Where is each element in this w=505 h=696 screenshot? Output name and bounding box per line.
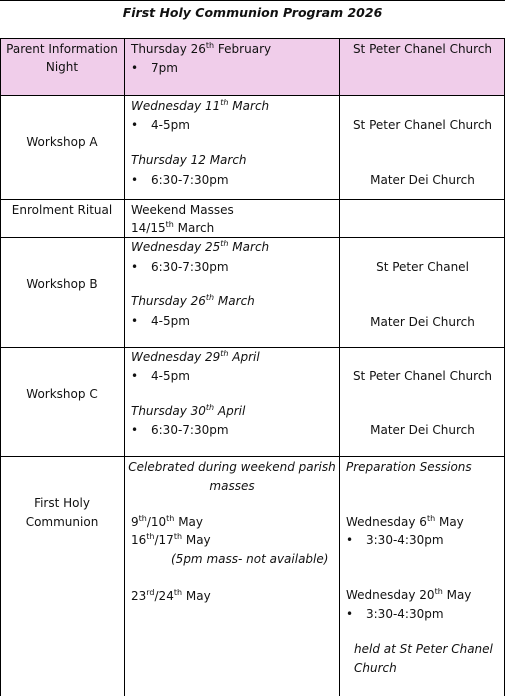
session-1-date: Wednesday 29th April (131, 349, 260, 364)
prep-session-1-date: Wednesday 6th May (346, 514, 464, 529)
event-cell (0, 200, 125, 237)
session-1-date: Wednesday 25th March (131, 239, 270, 254)
bullet-icon: • (131, 260, 139, 274)
location-1: St Peter Chanel Church (352, 118, 493, 132)
bullet-icon: • (131, 173, 139, 187)
event-name: Enrolment Ritual (11, 203, 113, 217)
event-cell (0, 39, 125, 95)
location-cell (340, 348, 505, 456)
bullet-icon: • (131, 118, 139, 132)
date-cell (125, 39, 340, 95)
event-cell (0, 348, 125, 456)
bullet-icon: • (131, 314, 139, 328)
location-1: St Peter Chanel Church (352, 369, 493, 383)
mass-date-1: 9th/10th May (131, 514, 204, 529)
event-cell (0, 457, 125, 696)
row-enrolment-ritual (0, 200, 505, 238)
location-2: Mater Dei Church (370, 173, 475, 187)
session-2-time: • 6:30-7:30pm (131, 173, 229, 187)
session-2-time: • 6:30-7:30pm (131, 423, 229, 437)
prep-session-1-time: • 3:30-4:30pm (346, 533, 444, 547)
event-name: Parent Information Night (6, 42, 118, 74)
row-workshop-b (0, 238, 505, 348)
location-cell (340, 200, 505, 237)
mass-date-2-note: (5pm mass- not available) (171, 552, 329, 566)
note-line-1: Celebrated during weekend parish (128, 460, 336, 474)
date-cell (125, 200, 340, 237)
note-line-2: masses (209, 479, 255, 493)
location-cell (340, 457, 505, 696)
prep-session-2-date: Wednesday 20th May (346, 587, 472, 602)
row-first-holy-communion (0, 457, 505, 696)
bullet-icon: • (131, 423, 139, 437)
session-1-time: • 4-5pm (131, 369, 190, 383)
session-2-date: Thursday 30th April (131, 403, 246, 418)
date-line-2: 14/15th March (131, 220, 215, 235)
row-parent-information-night (0, 39, 505, 96)
event-name: Workshop A (26, 135, 98, 149)
location-cell (340, 39, 505, 95)
date-cell (125, 238, 340, 347)
date-cell (125, 457, 340, 696)
date-line: Thursday 26th February (131, 41, 272, 56)
held-at-line-2: Church (354, 661, 397, 675)
held-at-line-1: held at St Peter Chanel (354, 642, 493, 656)
bullet-icon: • (131, 61, 139, 75)
location-2: Mater Dei Church (370, 423, 475, 437)
location-2: Mater Dei Church (370, 315, 475, 329)
prep-title: Preparation Sessions (346, 460, 472, 474)
program-title: First Holy Communion Program 2026 (0, 0, 505, 39)
bullet-icon: • (346, 607, 354, 621)
bullet-icon: • (346, 533, 354, 547)
event-cell (0, 238, 125, 347)
table-border-left (0, 39, 1, 696)
time-item: • 7pm (131, 61, 178, 75)
session-2-time: • 4-5pm (131, 314, 190, 328)
mass-date-2: 16th/17th May (131, 532, 211, 547)
location-cell (340, 96, 505, 199)
row-workshop-c (0, 348, 505, 457)
row-workshop-a (0, 96, 505, 200)
event-name-line-2: Communion (25, 515, 99, 529)
location: St Peter Chanel Church (352, 42, 493, 56)
event-name: Workshop B (26, 277, 98, 291)
session-1-time: • 6:30-7:30pm (131, 260, 229, 274)
session-2-date: Thursday 26th March (131, 293, 255, 308)
event-name-line-1: First Holy (34, 496, 90, 510)
location-1: St Peter Chanel (376, 260, 469, 274)
session-1-time: • 4-5pm (131, 118, 190, 132)
date-cell (125, 348, 340, 456)
date-cell (125, 96, 340, 199)
session-2-date: Thursday 12 March (131, 153, 247, 167)
location-cell (340, 238, 505, 347)
date-line-1: Weekend Masses (131, 203, 234, 217)
mass-date-3: 23rd/24th May (131, 588, 211, 603)
prep-session-2-time: • 3:30-4:30pm (346, 607, 444, 621)
event-name: Workshop C (26, 387, 98, 401)
session-1-date: Wednesday 11th March (131, 98, 270, 113)
event-cell (0, 96, 125, 199)
bullet-icon: • (131, 369, 139, 383)
